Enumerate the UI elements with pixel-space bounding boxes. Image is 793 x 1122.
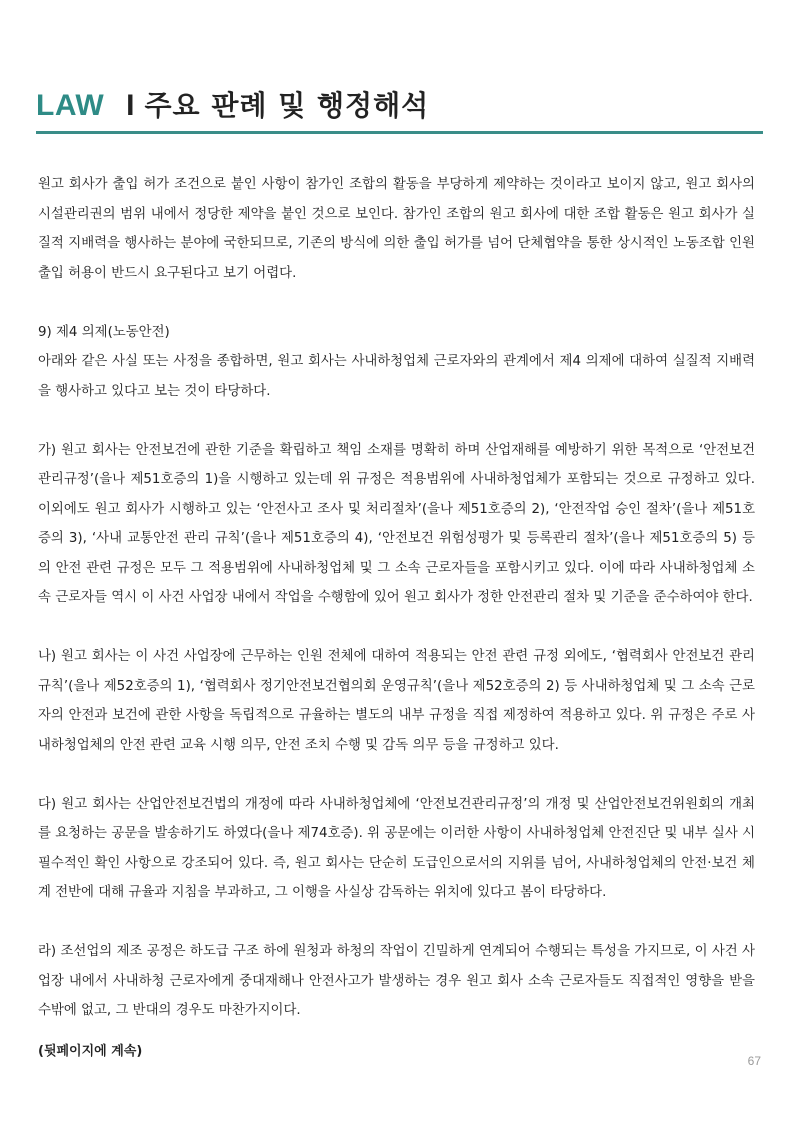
page-number: 67	[747, 1054, 761, 1068]
continued-note: (뒷페이지에 계속)	[38, 1044, 143, 1059]
paragraph-gap	[38, 908, 755, 938]
document-body	[38, 170, 755, 1026]
paragraph-item-ra: 라) 조선업의 제조 공정은 하도급 구조 하에 원청과 하청의 작업이 긴밀하게 연계되어 수행되는 특성을 가지므로, 이 사건 사업장 내에서 사내하청 근로자에게 중대재해나 안전사고가 발생하는 경우 원고 회사 소속 근로자들도 직접적인 영향을 받을 수밖에 없고, 그 반대의 경우도 마찬가지이다.	[38, 944, 755, 1018]
page-header	[36, 84, 763, 128]
paragraph-agenda-4-summary: 아래와 같은 사실 또는 사정을 종합하면, 원고 회사는 사내하청업체 근로자와의 관계에서 제4 의제에 대하여 실질적 지배력을 행사하고 있다고 보는 것이 타당하다.	[38, 354, 755, 399]
paragraph-access-conditions: 원고 회사가 출입 허가 조건으로 붙인 사항이 참가인 조합의 활동을 부당하게 제약하는 것이라고 보이지 않고, 원고 회사의 시설관리권의 범위 내에서 정당한 제약을 붙인 것으로 보인다. 참가인 조합의 원고 회사에 대한 조합 활동은 원고 회사가 실질적 지배력을 행사하는 분야에 국한되므로, 기존의 방식에 의한 출입 허가를 넘어 단체협약을 통한 상시적인 노동조합 인원 출입 허용이 반드시 요구된다고 보기 어렵다.	[38, 177, 755, 281]
paragraph-gap	[38, 288, 755, 318]
page-title: 주요 판례 및 행정해석	[144, 89, 430, 122]
paragraph-gap	[38, 613, 755, 643]
paragraph-item-da: 다) 원고 회사는 산업안전보건법의 개정에 따라 사내하청업체에 ‘안전보건관리규정’의 개정 및 산업안전보건위원회의 개최를 요청하는 공문을 발송하기도 하였다(을나 제74호증). 위 공문에는 이러한 사항이 사내하청업체 안전진단 및 내부 실사 시 필수적인 확인 사항으로 강조되어 있다. 즉, 원고 회사는 단순히 도급인으로서의 지위를 넘어, 사내하청업체의 안전·보건 체계 전반에 대해 규율과 지침을 부과하고, 그 이행을 사실상 감독하는 위치에 있다고 봄이 타당하다.	[38, 796, 755, 900]
paragraph-item-ga: 가) 원고 회사는 안전보건에 관한 기준을 확립하고 책임 소재를 명확히 하며 산업재해를 예방하기 위한 목적으로 ‘안전보건관리규정’(을나 제51호증의 1)을 시행하고 있는데 위 규정은 적용범위에 사내하청업체가 포함되는 것으로 규정하고 있다. 이외에도 원고 회사가 시행하고 있는 ‘안전사고 조사 및 처리절차’(을나 제51호증의 2), ‘안전작업 승인 절차’(을나 제51호증의 3), ‘사내 교통안전 관리 규칙’(을나 제51호증의 4), ‘안전보건 위험성평가 및 등록관리 절차’(을나 제51호증의 5) 등의 안전 관련 규정은 모두 그 적용범위에 사내하청업체 및 그 소속 근로자들을 포함시키고 있다. 이에 따라 사내하청업체 소속 근로자들 역시 이 사건 사업장 내에서 작업을 수행함에 있어 원고 회사가 정한 안전관리 절차 및 기준을 준수하여야 한다.	[38, 442, 755, 605]
paragraph-gap	[38, 760, 755, 790]
paragraph-gap	[38, 406, 755, 436]
section-heading-agenda-4: 9) 제4 의제(노동안전)	[38, 324, 170, 340]
header-title-row	[36, 84, 763, 128]
paragraph-item-na: 나) 원고 회사는 이 사건 사업장에 근무하는 인원 전체에 대하여 적용되는 안전 관련 규정 외에도, ‘협력회사 안전보건 관리 규칙’(을나 제52호증의 1), ‘협력회사 정기안전보건협의회 운영규칙’(을나 제52호증의 2) 등 사내하청업체 및 그 소속 근로자의 안전과 보건에 관한 사항을 독립적으로 규율하는 별도의 내부 규정을 직접 제정하여 적용하고 있다. 위 규정은 주로 사내하청업체의 안전 관련 교육 시행 의무, 안전 조치 수행 및 감독 의무 등을 규정하고 있다.	[38, 649, 755, 753]
header-separator: I	[126, 89, 135, 122]
header-rule	[36, 131, 763, 134]
section-label: LAW	[36, 89, 105, 122]
